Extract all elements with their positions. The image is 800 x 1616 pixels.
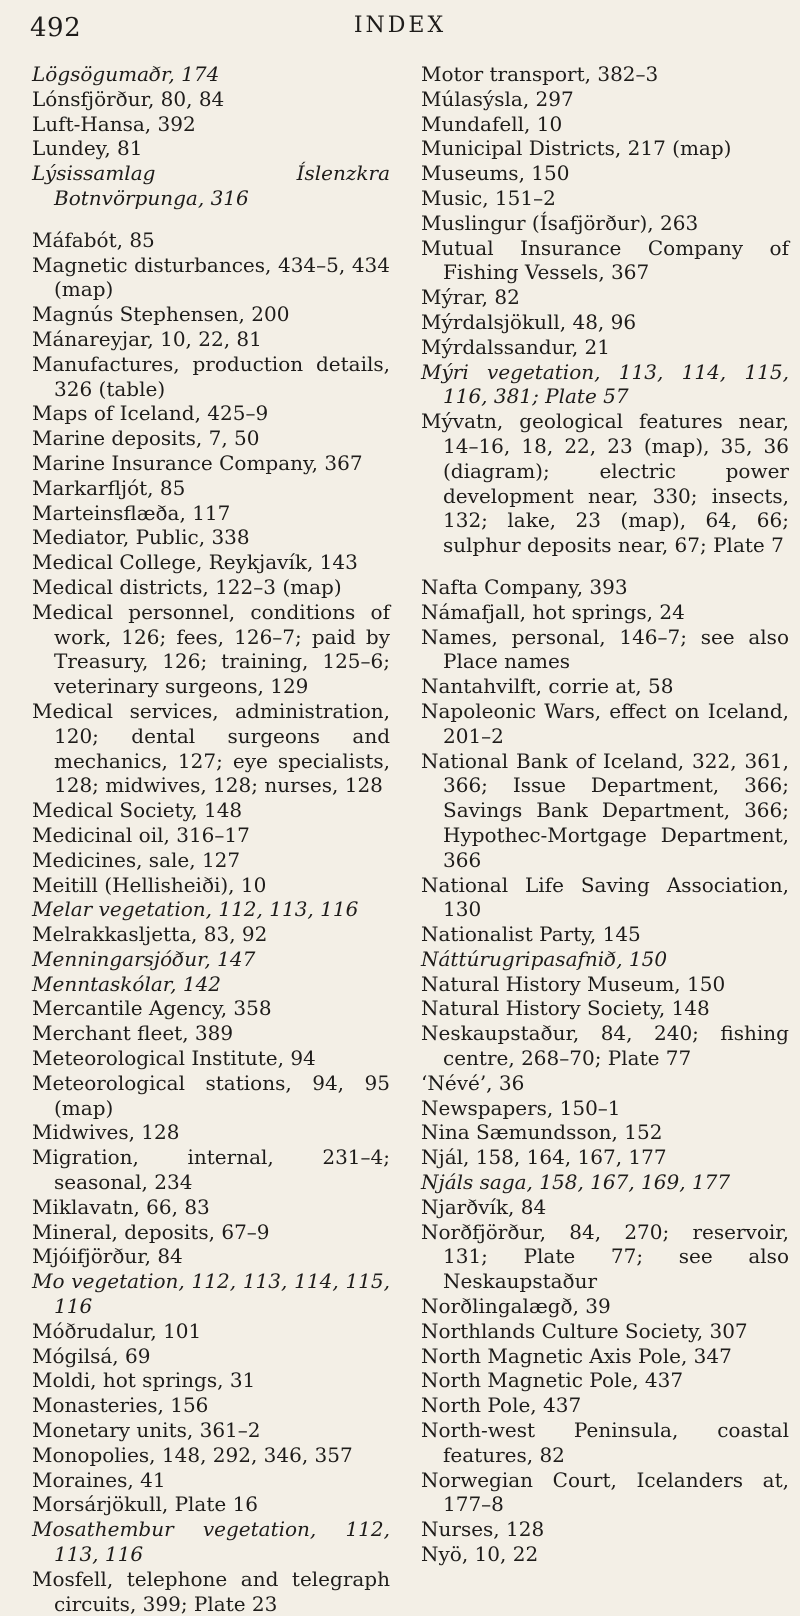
index-entry: Mjóifjörður, 84 [32,1244,183,1269]
index-column-left [32,62,390,1616]
index-entry: North Magnetic Axis Pole, 347 [421,1343,732,1368]
index-entry: Municipal Districts, 217 (map) [421,136,732,161]
index-entry: Mýri vegetation, 113, 114, 115, 116, 381; Plate 57 [421,359,789,409]
index-entry: Medical Society, 148 [32,798,243,823]
index-entry: Natural History Society, 148 [421,996,710,1021]
index-entry: Mundafell, 10 [421,111,563,136]
index-entry: Melrakkasljetta, 83, 92 [32,922,268,947]
index-entry: National Life Saving Association, 130 [421,872,789,922]
index-entry: Museums, 150 [421,161,570,186]
index-entry: Nyö, 10, 22 [421,1542,539,1567]
index-entry: Medicinal oil, 316–17 [32,822,250,847]
index-entry: Mýrdalsjökull, 48, 96 [421,309,637,334]
index-entry: Nationalist Party, 145 [421,922,641,947]
index-entry: Newspapers, 150–1 [421,1095,621,1120]
index-entry: Marteinsflæða, 117 [32,500,231,525]
index-entry: Monasteries, 156 [32,1393,209,1418]
index-entry: Maps of Iceland, 425–9 [32,401,269,426]
index-entry: Markarfljót, 85 [32,475,186,500]
index-entry: Lögsögumaðr, 174 [32,62,220,86]
index-entry: Meteorological stations, 94, 95 (map) [32,1070,390,1120]
index-entry: Mediator, Public, 338 [32,525,250,550]
index-entry: Natural History Museum, 150 [421,971,726,996]
index-entry: Menningarsjóður, 147 [32,946,256,971]
index-entry: Neskaupstaður, 84, 240; fishing centre, 268–70; Plate 77 [421,1021,789,1071]
index-entry: Morsárjökull, Plate 16 [32,1492,259,1517]
index-entry: Moldi, hot springs, 31 [32,1368,256,1393]
index-entry: National Bank of Iceland, 322, 361, 366; Issue Department, 366; Savings Bank Department, 366; Hypothec-Mortgage Department, 366 [421,748,789,872]
index-entry: Medical personnel, conditions of work, 126; fees, 126–7; paid by Treasury, 126; training, 125–6; veterinary surgeons, 129 [32,599,390,699]
index-entry: Norðfjörður, 84, 270; reservoir, 131; Plate 77; see also Neskaupstaður [421,1219,789,1294]
index-entry: Napoleonic Wars, effect on Iceland, 201–2 [421,698,789,748]
index-entry: ‘Névé’, 36 [421,1070,525,1095]
index-entry: Migration, internal, 231–4; seasonal, 234 [32,1145,390,1195]
index-entry: Máfabót, 85 [32,227,155,252]
page-number: 492 [30,13,82,43]
index-entry: Mánareyjar, 10, 22, 81 [32,326,262,351]
index-entry: Marine Insurance Company, 367 [32,450,363,475]
index-entry: Mýrar, 82 [421,285,520,310]
index-entry: North-west Peninsula, coastal features, 82 [421,1418,789,1467]
index-entry: Nafta Company, 393 [421,574,628,599]
index-entry: Njál, 158, 164, 167, 177 [421,1145,667,1170]
index-entry: Mosfell, telephone and telegraph circuits, 399; Plate 23 [32,1566,390,1616]
index-entry: Meitill (Hellisheiði), 10 [32,872,267,897]
index-entry: Njarðvík, 84 [421,1194,547,1219]
index-entry: Njáls saga, 158, 167, 169, 177 [421,1170,731,1195]
index-entry: Northlands Culture Society, 307 [421,1318,748,1343]
index-entry: Medical College, Reykjavík, 143 [32,550,358,575]
index-entry: Múlasýsla, 297 [421,86,574,111]
running-head: INDEX [353,13,447,38]
index-entry: Meteorological Institute, 94 [32,1046,316,1071]
index-entry: Motor transport, 382–3 [421,62,659,86]
index-entry: Nantahvilft, corrie at, 58 [421,674,674,699]
index-entry: Music, 151–2 [421,185,556,210]
index-entry: Nina Sæmundsson, 152 [421,1120,663,1145]
index-entry: Náttúrugripasafnið, 150 [421,946,668,971]
index-entry: Lónsfjörður, 80, 84 [32,86,225,111]
index-entry: Mo vegetation, 112, 113, 114, 115, 116 [32,1269,390,1319]
index-entry: Mývatn, geological features near, 14–16, 18, 22, 23 (map), 35, 36 (diagram); electric power development near, 330; insects, 132; lake, 23 (map), 64, 66; sulphur deposits near, 67; Plate 7 [421,409,789,558]
index-entry: Magnús Stephensen, 200 [32,302,290,327]
index-entry: Moraines, 41 [32,1467,166,1492]
index-entry: Norðlingalægð, 39 [421,1294,611,1319]
index-entry: Mercantile Agency, 358 [32,996,272,1021]
index-entry: North Magnetic Pole, 437 [421,1368,684,1393]
index-entry: Mýrdalssandur, 21 [421,334,611,359]
index-entry: Mutual Insurance Company of Fishing Vessels, 367 [421,235,789,285]
index-entry: Magnetic disturbances, 434–5, 434 (map) [32,252,390,302]
index-entry: North Pole, 437 [421,1393,582,1418]
index-entry: Names, personal, 146–7; see also Place names [421,624,789,674]
index-entry: Medical services, administration, 120; dental surgeons and mechanics, 127; eye specialists, 128; midwives, 128; nurses, 128 [32,698,390,798]
index-entry: Miklavatn, 66, 83 [32,1194,210,1219]
index-entry: Lýsissamlag Íslenzkra Botnvörpunga, 316 [32,161,390,210]
index-entry: Mosathembur vegetation, 112, 113, 116 [32,1517,390,1567]
index-entry: Manufactures, production details, 326 (table) [32,351,390,401]
index-entry: Norwegian Court, Icelanders at, 177–8 [421,1467,789,1517]
index-entry: Mineral, deposits, 67–9 [32,1219,270,1244]
index-entry: Merchant fleet, 389 [32,1021,234,1046]
index-entry: Nurses, 128 [421,1517,545,1542]
index-entry: Melar vegetation, 112, 113, 116 [32,897,359,922]
index-entry: Monopolies, 148, 292, 346, 357 [32,1442,353,1467]
index-entry: Lundey, 81 [32,136,143,161]
index-entry: Muslingur (Ísafjörður), 263 [421,210,699,235]
index-column-right [421,62,789,1567]
index-entry: Marine deposits, 7, 50 [32,426,260,451]
index-entry: Luft-Hansa, 392 [32,111,196,136]
index-entry: Midwives, 128 [32,1120,180,1145]
index-entry: Menntaskólar, 142 [32,971,222,996]
index-entry: Medicines, sale, 127 [32,847,241,872]
index-entry: Mógilsá, 69 [32,1343,151,1368]
index-entry: Móðrudalur, 101 [32,1318,202,1343]
index-entry: Námafjall, hot springs, 24 [421,599,685,624]
index-entry: Medical districts, 122–3 (map) [32,574,342,599]
index-entry: Monetary units, 361–2 [32,1418,261,1443]
